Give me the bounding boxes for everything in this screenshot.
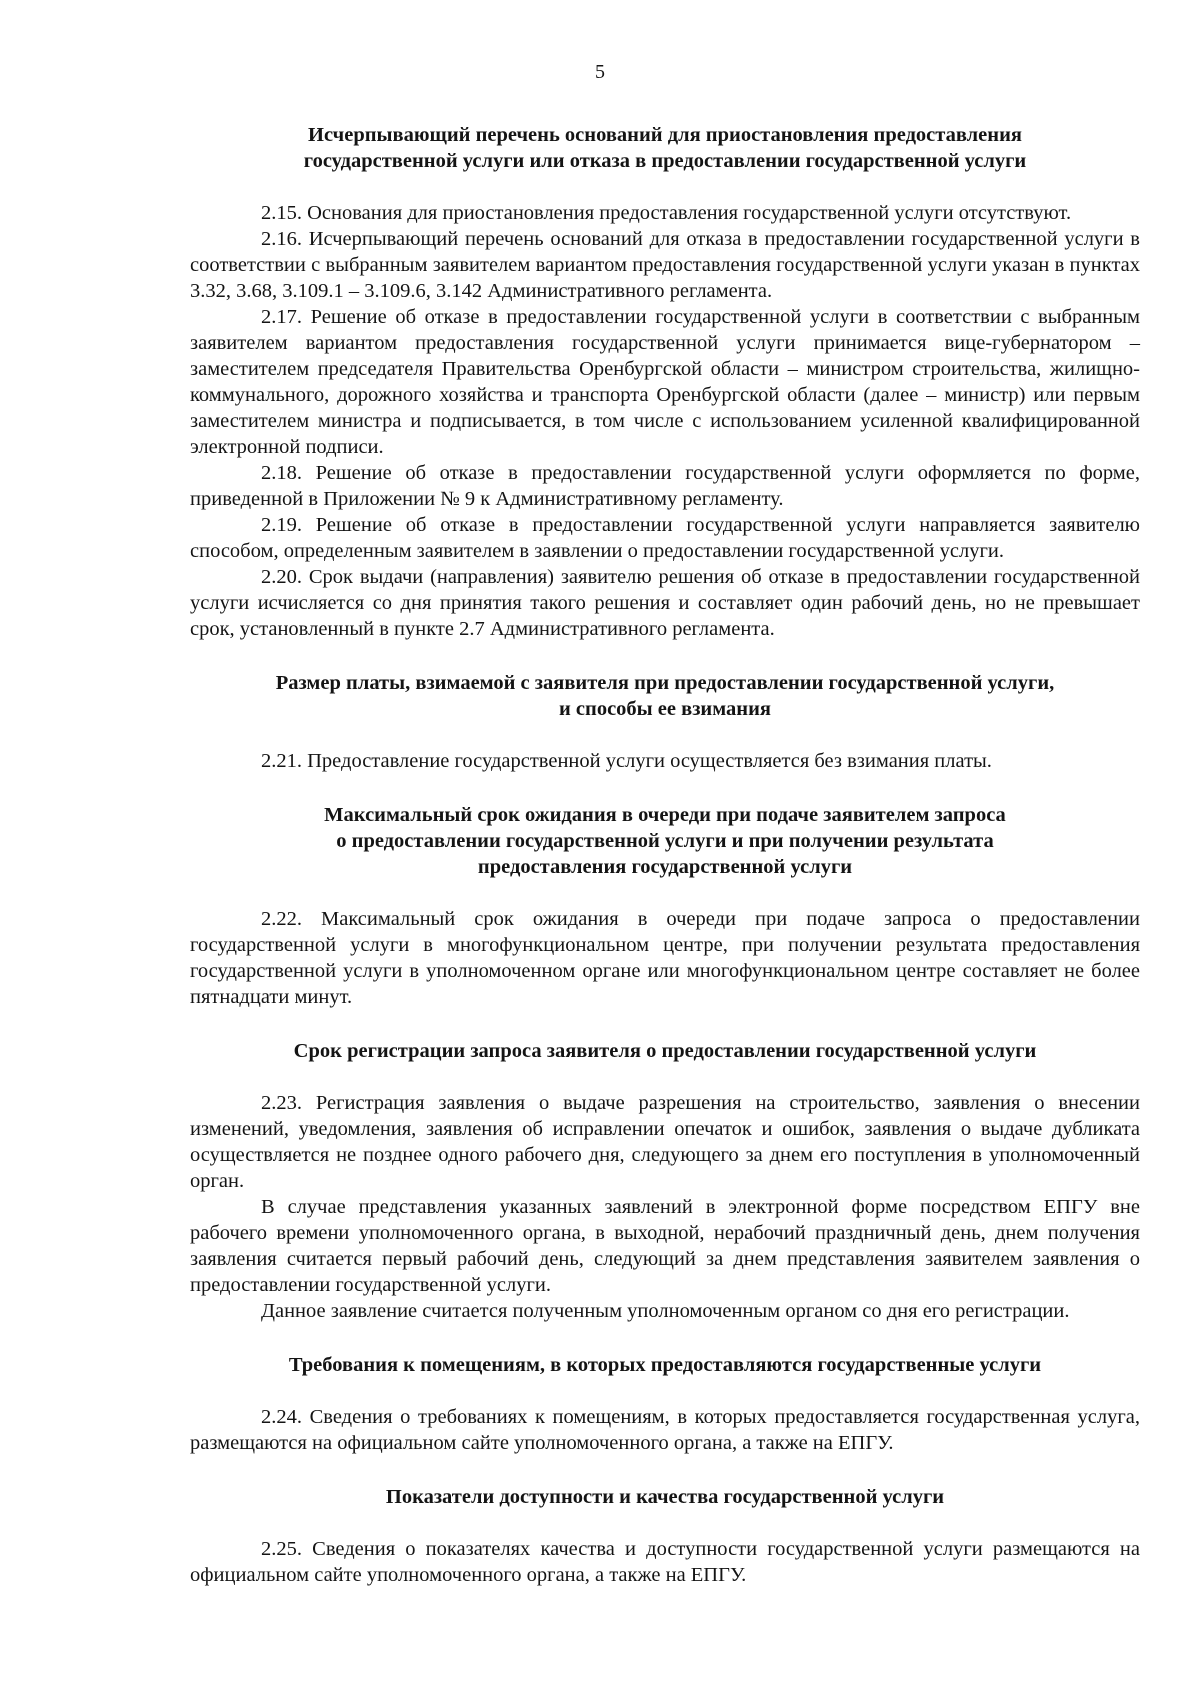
heading-line: о предоставлении государственной услуги и при получении результата — [336, 830, 994, 852]
section-premises-requirements — [190, 1352, 1140, 1456]
section-heading — [190, 122, 1140, 174]
heading-line: Требования к помещениям, в которых предоставляются государственные услуги — [288, 1354, 1042, 1376]
paragraph-2-24: 2.24. Сведения о требованиях к помещениям, в которых предоставляется государственная услуга, размещаются на официальном сайте уполномоченного органа, а также на ЕПГУ. — [190, 1406, 1140, 1454]
paragraph-2-21: 2.21. Предоставление государственной услуги осуществляется без взимания платы. — [261, 750, 992, 772]
paragraph-2-25: 2.25. Сведения о показателях качества и доступности государственной услуги размещаются на официальном сайте уполномоченного органа, а также на ЕПГУ. — [190, 1538, 1140, 1586]
section-heading — [190, 802, 1140, 880]
paragraph-2-15: 2.15. Основания для приостановления предоставления государственной услуги отсутствуют. — [261, 202, 1072, 224]
paragraph-2-19: 2.19. Решение об отказе в предоставлении государственной услуги направляется заявителю способом, определенным заявителем в заявлении о предоставлении государственной услуги. — [190, 514, 1140, 562]
section-heading — [190, 1484, 1140, 1510]
paragraph-2-18: 2.18. Решение об отказе в предоставлении государственной услуги оформляется по форме, приведенной в Приложении № 9 к Административному регламенту. — [190, 462, 1140, 510]
section-suspension-refusal-grounds — [190, 122, 1140, 642]
section-heading — [190, 1038, 1140, 1064]
page-number: 5 — [595, 61, 605, 83]
heading-line: Срок регистрации запроса заявителя о предоставлении государственной услуги — [293, 1040, 1037, 1062]
paragraph-2-20: 2.20. Срок выдачи (направления) заявителю решения об отказе в предоставлении государственной услуги исчисляется со дня принятия такого решения и составляет один рабочий день, но не превышает срок, установленный в пункте 2.7 Административного регламента. — [190, 566, 1140, 640]
section-heading — [190, 1352, 1140, 1378]
paragraph-2-23: 2.23. Регистрация заявления о выдаче разрешения на строительство, заявления о внесении изменений, уведомления, заявления об исправлении опечаток и ошибок, заявления о выдаче дубликата осуществляется не позднее одного рабочего дня, следующего за днем его поступления в уполномоченный орган. — [190, 1092, 1140, 1192]
section-registration-term — [190, 1038, 1140, 1324]
paragraph-registration-date: Данное заявление считается полученным уполномоченным органом со дня его регистрации. — [261, 1300, 1070, 1322]
heading-line: и способы ее взимания — [558, 698, 772, 720]
heading-line: Показатели доступности и качества государственной услуги — [385, 1486, 945, 1508]
paragraph-electronic-submission: В случае представления указанных заявлений в электронной форме посредством ЕПГУ вне рабочего времени уполномоченного органа, в выходной, нерабочий праздничный день, днем получения заявления считается первый рабочий день, следующий за днем представления заявителем заявления о предоставлении государственной услуги. — [190, 1196, 1140, 1296]
section-quality-indicators — [190, 1484, 1140, 1588]
section-queue-time — [190, 802, 1140, 1010]
heading-line: Исчерпывающий перечень оснований для приостановления предоставления — [308, 124, 1022, 146]
paragraph-2-16: 2.16. Исчерпывающий перечень оснований для отказа в предоставлении государственной услуги в соответствии с выбранным заявителем вариантом предоставления государственной услуги указан в пунктах 3.32, 3.68, 3.109.1 – 3.109.6, 3.142 Административного регламента. — [190, 228, 1140, 302]
heading-line: Размер платы, взимаемой с заявителя при предоставлении государственной услуги, — [275, 672, 1055, 694]
paragraph-2-22: 2.22. Максимальный срок ожидания в очереди при подаче запроса о предоставлении государственной услуги в многофункциональном центре, при получении результата предоставления государственной услуги в уполномоченном органе или многофункциональном центре составляет не более пятнадцати минут. — [190, 908, 1140, 1008]
paragraph-2-17: 2.17. Решение об отказе в предоставлении государственной услуги в соответствии с выбранным заявителем вариантом предоставления государственной услуги принимается вице-губернатором – заместителем председателя Правительства Оренбургской области – министром строительства, жилищно-коммунального, дорожного хозяйства и транспорта Оренбургской области (далее – министр) или первым заместителем министра и подписывается, в том числе с использованием усиленной квалифицированной электронной подписи. — [190, 306, 1140, 458]
document-body — [190, 122, 1140, 1588]
heading-line: государственной услуги или отказа в предоставлении государственной услуги — [303, 150, 1027, 172]
section-heading — [190, 670, 1140, 722]
heading-line: предоставления государственной услуги — [477, 856, 853, 878]
section-fee — [190, 670, 1140, 774]
heading-line: Максимальный срок ожидания в очереди при подаче заявителем запроса — [324, 804, 1006, 826]
